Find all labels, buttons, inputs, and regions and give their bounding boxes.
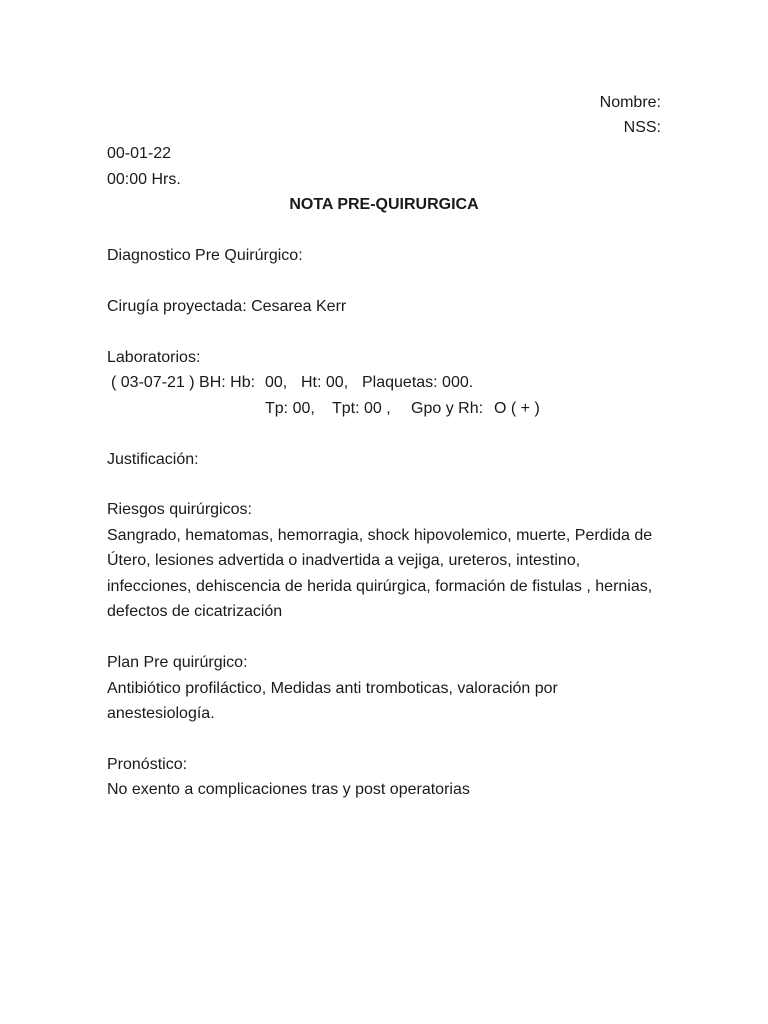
lab-gpo-label: Gpo y Rh:	[411, 400, 484, 417]
page-title: NOTA PRE-QUIRURGICA	[289, 196, 479, 213]
plan-line: Antibiótico profiláctico, Medidas anti tromboticas, valoración por	[107, 680, 558, 697]
riesgos-line: infecciones, dehiscencia de herida quirúrgica, formación de fistulas , hernias,	[107, 578, 653, 595]
lab-plaquetas: Plaquetas: 000.	[362, 374, 474, 391]
lab-hb-value: 00,	[265, 374, 288, 391]
laboratorios-label: Laboratorios:	[107, 349, 201, 366]
riesgos-line: defectos de cicatrización	[107, 603, 283, 620]
document-time: 00:00 Hrs.	[107, 171, 181, 188]
plan-line: anestesiología.	[107, 705, 215, 722]
diagnostico-label: Diagnostico Pre Quirúrgico:	[107, 247, 303, 264]
lab-date-bh: ( 03-07-21 ) BH: Hb:	[111, 374, 256, 391]
riesgos-line: Sangrado, hematomas, hemorragia, shock hipovolemico, muerte, Perdida de	[107, 527, 653, 544]
riesgos-line: Útero, lesiones advertida o inadvertida a vejiga, ureteros, intestino,	[107, 552, 581, 569]
document-date: 00-01-22	[107, 145, 172, 162]
lab-tp: Tp: 00,	[265, 400, 315, 417]
plan-label: Plan Pre quirúrgico:	[107, 654, 248, 671]
cirugia-proyectada: Cirugía proyectada: Cesarea Kerr	[107, 298, 347, 315]
riesgos-label: Riesgos quirúrgicos:	[107, 501, 252, 518]
justificacion-label: Justificación:	[107, 451, 199, 468]
lab-gpo-value: O ( + )	[494, 400, 540, 417]
lab-ht: Ht: 00,	[301, 374, 349, 391]
nss-label: NSS:	[623, 119, 661, 136]
nombre-label: Nombre:	[599, 94, 661, 111]
lab-tpt: Tpt: 00 ,	[332, 400, 391, 417]
pronostico-text: No exento a complicaciones tras y post operatorias	[107, 781, 470, 798]
pronostico-label: Pronóstico:	[107, 756, 188, 773]
